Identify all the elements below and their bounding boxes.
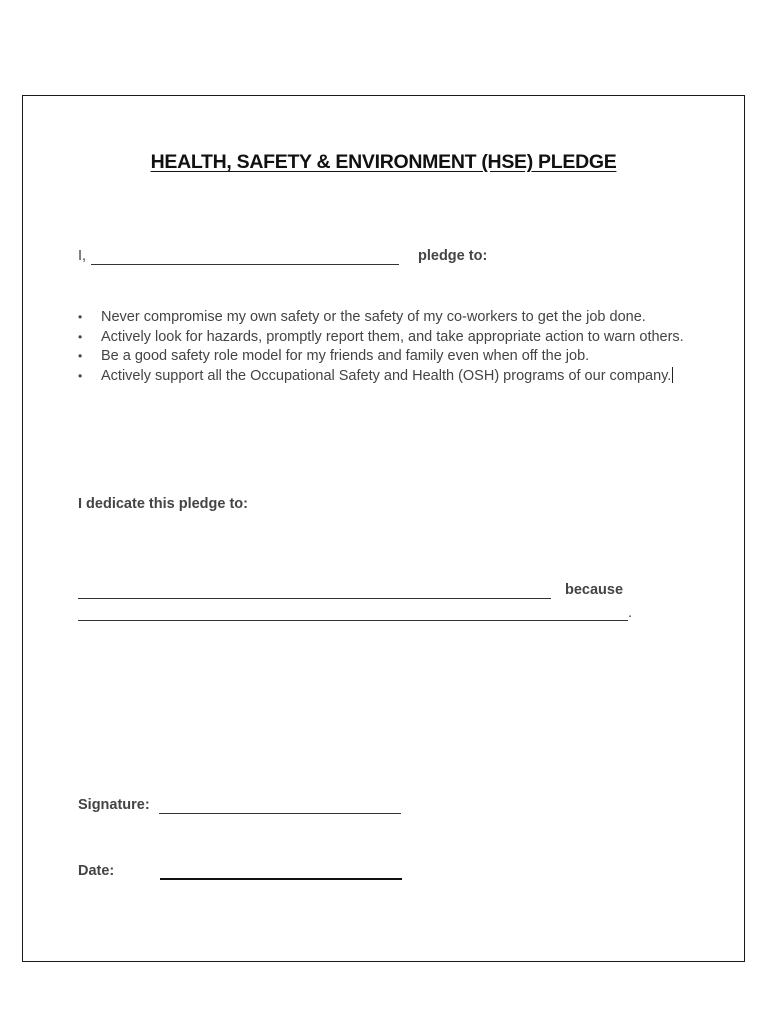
bullet-icon: • (78, 329, 83, 344)
list-item (78, 367, 686, 387)
list-item (78, 347, 686, 367)
reason-end-period: . (628, 605, 633, 621)
commitment-list (78, 308, 686, 386)
date-label: Date: (78, 863, 115, 879)
date-field[interactable] (160, 878, 402, 880)
pledge-suffix: pledge to: (418, 248, 488, 264)
list-item (78, 308, 686, 328)
bullet-icon: • (78, 368, 83, 383)
reason-field[interactable] (78, 620, 628, 621)
because-label: because (565, 582, 624, 598)
name-field[interactable] (91, 264, 399, 265)
signature-field[interactable] (159, 813, 401, 814)
list-item (78, 328, 686, 348)
dedication-field[interactable] (78, 598, 551, 599)
document-title: HEALTH, SAFETY & ENVIRONMENT (HSE) PLEDGE (150, 151, 617, 173)
dedication-heading: I dedicate this pledge to: (78, 496, 248, 512)
text-cursor (672, 367, 673, 383)
bullet-icon: • (78, 310, 83, 324)
bullet-icon: • (78, 349, 83, 363)
pledge-document (22, 95, 745, 962)
commitment-text: Be a good safety role model for my friends and family even when off the job. (101, 348, 590, 364)
commitment-text: Actively look for hazards, promptly report them, and take appropriate action to warn others. (101, 328, 684, 345)
signature-label: Signature: (78, 797, 150, 813)
commitment-text: Never compromise my own safety or the safety of my co-workers to get the job done. (101, 309, 646, 325)
pledge-prefix: I, (78, 248, 87, 264)
commitment-text: Actively support all the Occupational Safety and Health (OSH) programs of our company. (101, 367, 672, 384)
